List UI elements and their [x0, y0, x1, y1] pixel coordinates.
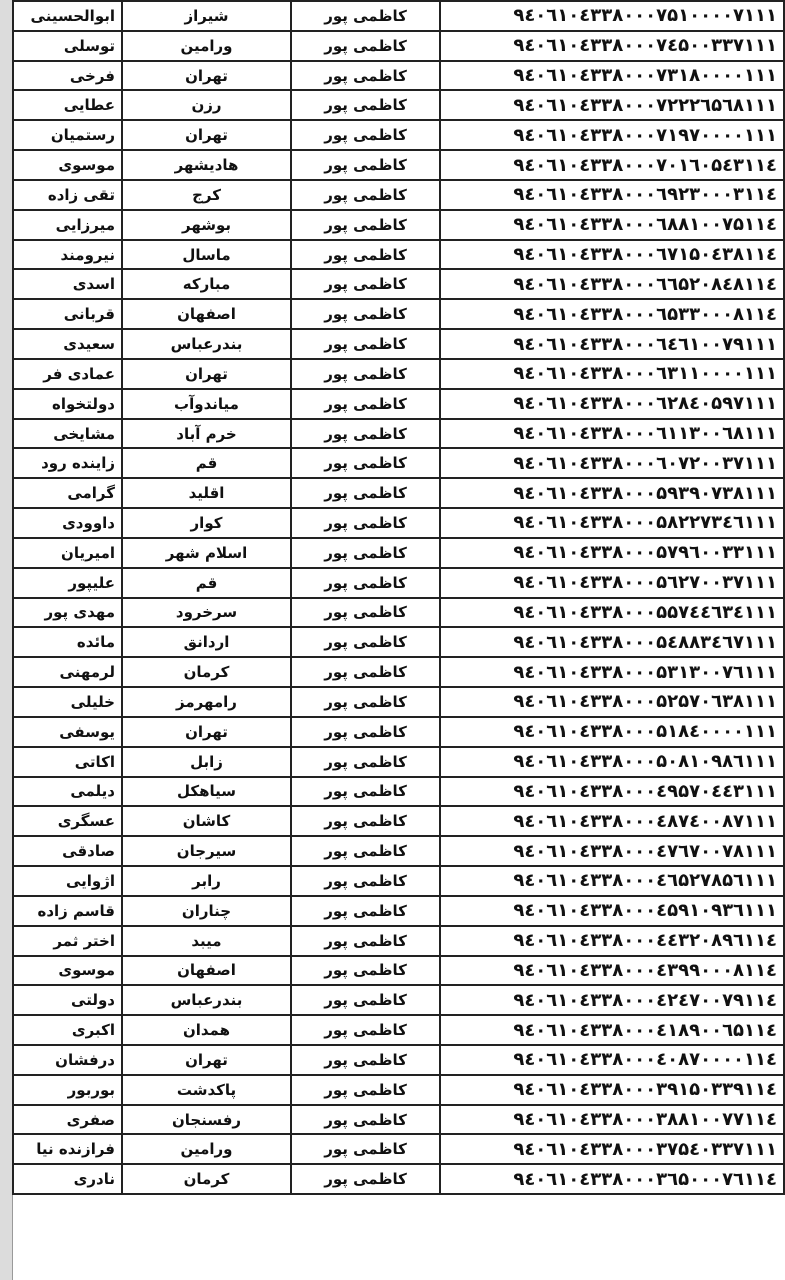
- city-cell: تهران: [122, 1045, 291, 1075]
- surname-cell: کاظمی پور: [291, 329, 440, 359]
- city-cell: ورامین: [122, 31, 291, 61]
- name-cell: زاینده رود: [13, 448, 122, 478]
- account-number-cell: ۹٤۰٦۱۰٤۳۳۸۰۰۰٤٦۵۲۷۸۵٦۱۱۱: [440, 866, 784, 896]
- city-cell: خرم آباد: [122, 419, 291, 449]
- table-row: [13, 538, 784, 568]
- city-cell: قم: [122, 568, 291, 598]
- city-cell: شیراز: [122, 1, 291, 31]
- account-number-cell: ۹٤۰٦۱۰٤۳۳۸۰۰۰٦۳۱۱۰۰۰۰۱۱۱: [440, 359, 784, 389]
- name-cell: رستمیان: [13, 120, 122, 150]
- city-cell: چناران: [122, 896, 291, 926]
- surname-cell: کاظمی پور: [291, 1134, 440, 1164]
- account-number-cell: ۹٤۰٦۱۰٤۳۳۸۰۰۰٤۹۵۷۰٤٤۳۱۱۱: [440, 777, 784, 807]
- city-cell: اسلام شهر: [122, 538, 291, 568]
- account-number-cell: ۹٤۰٦۱۰٤۳۳۸۰۰۰۷۲۲۲٦۵٦۸۱۱۱: [440, 90, 784, 120]
- city-cell: بندرعباس: [122, 985, 291, 1015]
- surname-cell: کاظمی پور: [291, 568, 440, 598]
- surname-cell: کاظمی پور: [291, 269, 440, 299]
- table-row: [13, 687, 784, 717]
- surname-cell: کاظمی پور: [291, 61, 440, 91]
- surname-cell: کاظمی پور: [291, 1075, 440, 1105]
- surname-cell: کاظمی پور: [291, 240, 440, 270]
- name-cell: علیپور: [13, 568, 122, 598]
- account-number-cell: ۹٤۰٦۱۰٤۳۳۸۰۰۰٤۲٤۷۰۰۷۹۱۱٤: [440, 985, 784, 1015]
- table-row: [13, 1075, 784, 1105]
- surname-cell: کاظمی پور: [291, 419, 440, 449]
- name-cell: دولتخواه: [13, 389, 122, 419]
- name-cell: ابوالحسینی: [13, 1, 122, 31]
- name-cell: موسوی: [13, 150, 122, 180]
- city-cell: تهران: [122, 120, 291, 150]
- account-number-cell: ۹٤۰٦۱۰٤۳۳۸۰۰۰٦۹۲۳۰۰۰۳۱۱٤: [440, 180, 784, 210]
- account-number-cell: ۹٤۰٦۱۰٤۳۳۸۰۰۰۵٤۸۸۳٤٦۷۱۱۱: [440, 627, 784, 657]
- account-number-cell: ۹٤۰٦۱۰٤۳۳۸۰۰۰٤۷٦۷۰۰۷۸۱۱۱: [440, 836, 784, 866]
- city-cell: اردانق: [122, 627, 291, 657]
- name-cell: قاسم زاده: [13, 896, 122, 926]
- city-cell: رابر: [122, 866, 291, 896]
- table-row: [13, 1, 784, 31]
- table-row: [13, 240, 784, 270]
- name-cell: گرامی: [13, 478, 122, 508]
- surname-cell: کاظمی پور: [291, 747, 440, 777]
- surname-cell: کاظمی پور: [291, 31, 440, 61]
- account-number-cell: ۹٤۰٦۱۰٤۳۳۸۰۰۰۵۳۱۳۰۰۷٦۱۱۱: [440, 657, 784, 687]
- table-row: [13, 717, 784, 747]
- account-number-cell: ۹٤۰٦۱۰٤۳۳۸۰۰۰٤٤۳۲۰۸۹٦۱۱٤: [440, 926, 784, 956]
- surname-cell: کاظمی پور: [291, 777, 440, 807]
- surname-cell: کاظمی پور: [291, 210, 440, 240]
- name-cell: داوودی: [13, 508, 122, 538]
- table-row: [13, 1134, 784, 1164]
- name-cell: لرمهنی: [13, 657, 122, 687]
- name-cell: قربانی: [13, 299, 122, 329]
- surname-cell: کاظمی پور: [291, 1045, 440, 1075]
- name-cell: فرخی: [13, 61, 122, 91]
- name-cell: دیلمی: [13, 777, 122, 807]
- city-cell: رامهرمز: [122, 687, 291, 717]
- name-cell: تقی زاده: [13, 180, 122, 210]
- account-number-cell: ۹٤۰٦۱۰٤۳۳۸۰۰۰۵٦۲۷۰۰۳۷۱۱۱: [440, 568, 784, 598]
- table-row: [13, 329, 784, 359]
- name-cell: عطایی: [13, 90, 122, 120]
- surname-cell: کاظمی پور: [291, 1, 440, 31]
- table-row: [13, 359, 784, 389]
- account-number-cell: ۹٤۰٦۱۰٤۳۳۸۰۰۰۷۵۱۰۰۰۰۷۱۱۱: [440, 1, 784, 31]
- surname-cell: کاظمی پور: [291, 866, 440, 896]
- city-cell: رفسنجان: [122, 1105, 291, 1135]
- table-row: [13, 627, 784, 657]
- table-row: [13, 210, 784, 240]
- table-row: [13, 1045, 784, 1075]
- account-number-cell: ۹٤۰٦۱۰٤۳۳۸۰۰۰٤۳۹۹۰۰۰۸۱۱٤: [440, 956, 784, 986]
- table-row: [13, 926, 784, 956]
- city-cell: اصفهان: [122, 956, 291, 986]
- account-number-cell: ۹٤۰٦۱۰٤۳۳۸۰۰۰٦۱۱۳۰۰٦۸۱۱۱: [440, 419, 784, 449]
- city-cell: اصفهان: [122, 299, 291, 329]
- table-row: [13, 1105, 784, 1135]
- table-row: [13, 836, 784, 866]
- accounts-table-body: [13, 1, 784, 1194]
- table-row: [13, 598, 784, 628]
- city-cell: همدان: [122, 1015, 291, 1045]
- account-number-cell: ۹٤۰٦۱۰٤۳۳۸۰۰۰۳۷۵٤۰۳۳۷۱۱۱: [440, 1134, 784, 1164]
- surname-cell: کاظمی پور: [291, 150, 440, 180]
- account-number-cell: ۹٤۰٦۱۰٤۳۳۸۰۰۰٦۰۷۲۰۰۳۷۱۱۱: [440, 448, 784, 478]
- name-cell: درفشان: [13, 1045, 122, 1075]
- name-cell: نادری: [13, 1164, 122, 1194]
- accounts-table: [12, 0, 785, 1195]
- city-cell: کرمان: [122, 1164, 291, 1194]
- account-number-cell: ۹٤۰٦۱۰٤۳۳۸۰۰۰٦۷۱۵۰٤۳۸۱۱٤: [440, 240, 784, 270]
- name-cell: اسدی: [13, 269, 122, 299]
- surname-cell: کاظمی پور: [291, 538, 440, 568]
- account-number-cell: ۹٤۰٦۱۰٤۳۳۸۰۰۰٦٤٦۱۰۰۷۹۱۱۱: [440, 329, 784, 359]
- city-cell: تهران: [122, 359, 291, 389]
- surname-cell: کاظمی پور: [291, 389, 440, 419]
- name-cell: صفری: [13, 1105, 122, 1135]
- account-number-cell: ۹٤۰٦۱۰٤۳۳۸۰۰۰٦٦۵۲۰۸٤۸۱۱٤: [440, 269, 784, 299]
- account-number-cell: ۹٤۰٦۱۰٤۳۳۸۰۰۰۵۵۷٤٤٦۳٤۱۱۱: [440, 598, 784, 628]
- name-cell: مهدی پور: [13, 598, 122, 628]
- account-number-cell: ۹٤۰٦۱۰٤۳۳۸۰۰۰۳٦۵۰۰۰۷٦۱۱٤: [440, 1164, 784, 1194]
- account-number-cell: ۹٤۰٦۱۰٤۳۳۸۰۰۰۳۸۸۱۰۰۷۷۱۱٤: [440, 1105, 784, 1135]
- account-number-cell: ۹٤۰٦۱۰٤۳۳۸۰۰۰۵۲۵۷۰٦۳۸۱۱۱: [440, 687, 784, 717]
- city-cell: کاشان: [122, 806, 291, 836]
- city-cell: بندرعباس: [122, 329, 291, 359]
- city-cell: سرخرود: [122, 598, 291, 628]
- name-cell: مائده: [13, 627, 122, 657]
- city-cell: میاندوآب: [122, 389, 291, 419]
- table-row: [13, 508, 784, 538]
- table-row: [13, 657, 784, 687]
- table-row: [13, 31, 784, 61]
- account-number-cell: ۹٤۰٦۱۰٤۳۳۸۰۰۰۵۹۳۹۰۷۳۸۱۱۱: [440, 478, 784, 508]
- surname-cell: کاظمی پور: [291, 1105, 440, 1135]
- surname-cell: کاظمی پور: [291, 1164, 440, 1194]
- surname-cell: کاظمی پور: [291, 180, 440, 210]
- name-cell: اکاتی: [13, 747, 122, 777]
- account-number-cell: ۹٤۰٦۱۰٤۳۳۸۰۰۰۷۰۱٦۰۵٤۳۱۱٤: [440, 150, 784, 180]
- city-cell: بوشهر: [122, 210, 291, 240]
- account-number-cell: ۹٤۰٦۱۰٤۳۳۸۰۰۰۵۸۲۲۷۳٤٦۱۱۱: [440, 508, 784, 538]
- surname-cell: کاظمی پور: [291, 299, 440, 329]
- table-row: [13, 747, 784, 777]
- surname-cell: کاظمی پور: [291, 359, 440, 389]
- table-row: [13, 866, 784, 896]
- surname-cell: کاظمی پور: [291, 448, 440, 478]
- table-row: [13, 1015, 784, 1045]
- name-cell: دولتی: [13, 985, 122, 1015]
- table-row: [13, 419, 784, 449]
- surname-cell: کاظمی پور: [291, 1015, 440, 1045]
- name-cell: توسلی: [13, 31, 122, 61]
- surname-cell: کاظمی پور: [291, 478, 440, 508]
- account-number-cell: ۹٤۰٦۱۰٤۳۳۸۰۰۰٤۰۸۷۰۰۰۰۱۱٤: [440, 1045, 784, 1075]
- table-row: [13, 956, 784, 986]
- surname-cell: کاظمی پور: [291, 598, 440, 628]
- table-row: [13, 180, 784, 210]
- surname-cell: کاظمی پور: [291, 985, 440, 1015]
- city-cell: تهران: [122, 61, 291, 91]
- surname-cell: کاظمی پور: [291, 717, 440, 747]
- account-number-cell: ۹٤۰٦۱۰٤۳۳۸۰۰۰۷۱۹۷۰۰۰۰۱۱۱: [440, 120, 784, 150]
- name-cell: خلیلی: [13, 687, 122, 717]
- city-cell: کرج: [122, 180, 291, 210]
- table-row: [13, 120, 784, 150]
- table-row: [13, 90, 784, 120]
- city-cell: تهران: [122, 717, 291, 747]
- account-number-cell: ۹٤۰٦۱۰٤۳۳۸۰۰۰٦۲۸٤۰۵۹۷۱۱۱: [440, 389, 784, 419]
- table-row: [13, 448, 784, 478]
- city-cell: ماسال: [122, 240, 291, 270]
- table-row: [13, 299, 784, 329]
- surname-cell: کاظمی پور: [291, 120, 440, 150]
- city-cell: هادیشهر: [122, 150, 291, 180]
- city-cell: سیرجان: [122, 836, 291, 866]
- city-cell: رزن: [122, 90, 291, 120]
- account-number-cell: ۹٤۰٦۱۰٤۳۳۸۰۰۰٦۵۳۳۰۰۰۸۱۱٤: [440, 299, 784, 329]
- account-number-cell: ۹٤۰٦۱۰٤۳۳۸۰۰۰۵۱۸٤۰۰۰۰۱۱۱: [440, 717, 784, 747]
- city-cell: سیاهکل: [122, 777, 291, 807]
- name-cell: عسگری: [13, 806, 122, 836]
- name-cell: اکبری: [13, 1015, 122, 1045]
- city-cell: ورامین: [122, 1134, 291, 1164]
- surname-cell: کاظمی پور: [291, 657, 440, 687]
- name-cell: نیرومند: [13, 240, 122, 270]
- table-row: [13, 150, 784, 180]
- table-row: [13, 61, 784, 91]
- name-cell: صادقی: [13, 836, 122, 866]
- city-cell: مبارکه: [122, 269, 291, 299]
- account-number-cell: ۹٤۰٦۱۰٤۳۳۸۰۰۰٤۱۸۹۰۰٦۵۱۱٤: [440, 1015, 784, 1045]
- account-number-cell: ۹٤۰٦۱۰٤۳۳۸۰۰۰۵۰۸۱۰۹۸٦۱۱۱: [440, 747, 784, 777]
- surname-cell: کاظمی پور: [291, 90, 440, 120]
- name-cell: عمادی فر: [13, 359, 122, 389]
- name-cell: یوسفی: [13, 717, 122, 747]
- surname-cell: کاظمی پور: [291, 806, 440, 836]
- account-number-cell: ۹٤۰٦۱۰٤۳۳۸۰۰۰۷٤۵۰۰۳۳۷۱۱۱: [440, 31, 784, 61]
- table-row: [13, 478, 784, 508]
- city-cell: کرمان: [122, 657, 291, 687]
- name-cell: مشایخی: [13, 419, 122, 449]
- name-cell: اژوایی: [13, 866, 122, 896]
- table-row: [13, 777, 784, 807]
- surname-cell: کاظمی پور: [291, 956, 440, 986]
- table-row: [13, 269, 784, 299]
- name-cell: سعیدی: [13, 329, 122, 359]
- account-number-cell: ۹٤۰٦۱۰٤۳۳۸۰۰۰٦۸۸۱۰۰۷۵۱۱٤: [440, 210, 784, 240]
- surname-cell: کاظمی پور: [291, 896, 440, 926]
- surname-cell: کاظمی پور: [291, 836, 440, 866]
- table-row: [13, 568, 784, 598]
- city-cell: پاکدشت: [122, 1075, 291, 1105]
- name-cell: فرازنده نیا: [13, 1134, 122, 1164]
- table-row: [13, 1164, 784, 1194]
- surname-cell: کاظمی پور: [291, 627, 440, 657]
- city-cell: میبد: [122, 926, 291, 956]
- city-cell: زابل: [122, 747, 291, 777]
- account-number-cell: ۹٤۰٦۱۰٤۳۳۸۰۰۰٤۸۷٤۰۰۸۷۱۱۱: [440, 806, 784, 836]
- city-cell: قم: [122, 448, 291, 478]
- account-number-cell: ۹٤۰٦۱۰٤۳۳۸۰۰۰٤۵۹۱۰۹۳٦۱۱۱: [440, 896, 784, 926]
- surname-cell: کاظمی پور: [291, 508, 440, 538]
- table-row: [13, 389, 784, 419]
- table-row: [13, 806, 784, 836]
- name-cell: بوربور: [13, 1075, 122, 1105]
- surname-cell: کاظمی پور: [291, 926, 440, 956]
- name-cell: موسوی: [13, 956, 122, 986]
- account-number-cell: ۹٤۰٦۱۰٤۳۳۸۰۰۰۳۹۱۵۰۳۳۹۱۱٤: [440, 1075, 784, 1105]
- city-cell: کوار: [122, 508, 291, 538]
- surname-cell: کاظمی پور: [291, 687, 440, 717]
- city-cell: اقلید: [122, 478, 291, 508]
- account-number-cell: ۹٤۰٦۱۰٤۳۳۸۰۰۰۵۷۹٦۰۰۳۳۱۱۱: [440, 538, 784, 568]
- table-row: [13, 896, 784, 926]
- account-number-cell: ۹٤۰٦۱۰٤۳۳۸۰۰۰۷۳۱۸۰۰۰۰۱۱۱: [440, 61, 784, 91]
- name-cell: میرزایی: [13, 210, 122, 240]
- table-row: [13, 985, 784, 1015]
- name-cell: امیریان: [13, 538, 122, 568]
- name-cell: اختر ثمر: [13, 926, 122, 956]
